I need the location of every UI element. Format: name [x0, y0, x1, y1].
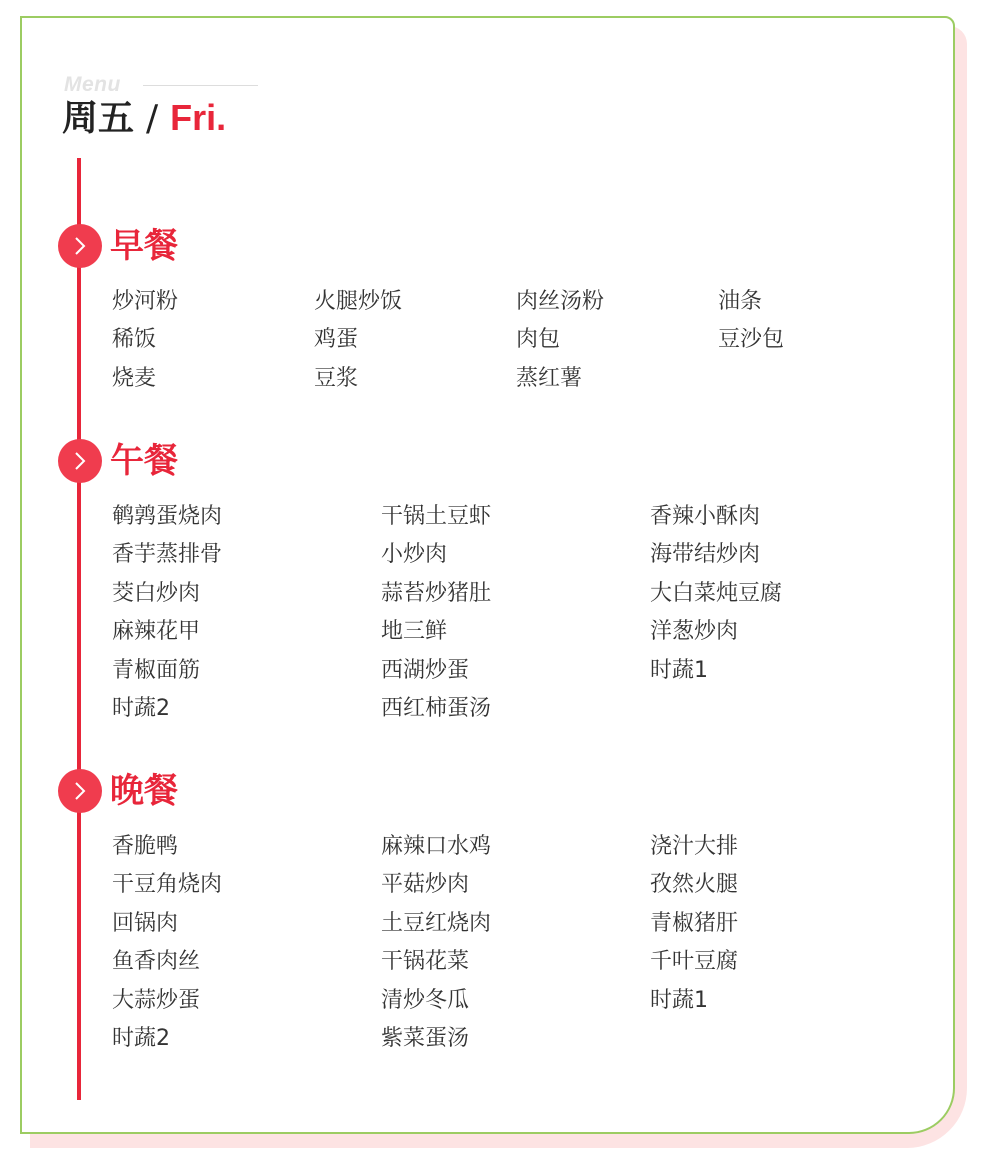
menu-item: 茭白炒肉: [112, 580, 201, 606]
menu-item: 青椒猪肝: [650, 910, 739, 936]
menu-item: 香脆鸭: [112, 834, 179, 859]
section-title-dinner: 晚餐: [110, 771, 178, 811]
menu-item: [650, 690, 919, 728]
title-separator: /: [146, 98, 159, 139]
chevron-right-icon: [58, 769, 102, 813]
menu-item: [718, 360, 920, 398]
lunch-menu-grid: [112, 498, 919, 728]
menu-item: 鱼香肉丝: [112, 949, 201, 975]
menu-item: 稀饭: [112, 327, 157, 353]
menu-item: 清炒冬瓜: [381, 987, 470, 1013]
menu-item: 干豆角烧肉: [112, 872, 223, 898]
menu-item: 油条: [718, 289, 763, 314]
menu-item: 青椒面筋: [112, 657, 201, 683]
menu-item: 地三鲜: [381, 619, 448, 645]
menu-item: 香芋蒸排骨: [112, 542, 223, 568]
menu-item: 大蒜炒蛋: [112, 987, 201, 1013]
timeline-line: [77, 158, 81, 1100]
menu-item: 鸡蛋: [314, 327, 359, 353]
menu-item: 西湖炒蛋: [381, 657, 470, 683]
menu-rule: [143, 85, 258, 86]
section-title-breakfast: 早餐: [110, 226, 178, 266]
menu-item: 时蔬1: [650, 987, 708, 1013]
menu-item: 土豆红烧肉: [381, 910, 492, 936]
menu-item: 香辣小酥肉: [650, 504, 761, 529]
menu-item: 干锅花菜: [381, 949, 470, 975]
page-title: [62, 96, 226, 141]
chevron-right-icon: [58, 224, 102, 268]
menu-item: 干锅土豆虾: [381, 504, 492, 529]
menu-item: 洋葱炒肉: [650, 619, 739, 645]
menu-item: 西红柿蛋汤: [381, 696, 492, 722]
menu-item: 炒河粉: [112, 289, 179, 314]
menu-item: 鹌鹑蛋烧肉: [112, 504, 223, 529]
section-lunch-header: [58, 439, 178, 483]
menu-item: 蒜苔炒猪肚: [381, 580, 492, 606]
menu-item: 蒸红薯: [516, 365, 583, 391]
section-title-lunch: 午餐: [110, 441, 178, 481]
menu-item: 烧麦: [112, 365, 157, 391]
day-en: Fri.: [170, 97, 227, 138]
menu-item: 肉包: [516, 327, 561, 353]
menu-item: 豆浆: [314, 365, 359, 391]
breakfast-menu-grid: [112, 283, 920, 398]
menu-item: 时蔬2: [112, 696, 170, 722]
menu-item: [650, 1020, 919, 1058]
menu-item: 火腿炒饭: [314, 289, 403, 314]
menu-item: 时蔬2: [112, 1026, 170, 1052]
menu-item: 豆沙包: [718, 327, 785, 353]
menu-item: 海带结炒肉: [650, 542, 761, 568]
section-dinner-header: [58, 769, 178, 813]
menu-item: 平菇炒肉: [381, 872, 470, 898]
menu-item: 时蔬1: [650, 657, 708, 683]
menu-item: 麻辣口水鸡: [381, 834, 492, 859]
day-zh: 周五: [62, 98, 135, 139]
menu-item: 紫菜蛋汤: [381, 1026, 470, 1052]
menu-item: 大白菜炖豆腐: [650, 580, 783, 606]
menu-item: 浇汁大排: [650, 834, 739, 859]
menu-item: 小炒肉: [381, 542, 448, 568]
dinner-menu-grid: [112, 828, 919, 1058]
section-breakfast-header: [58, 224, 178, 268]
menu-item: 千叶豆腐: [650, 949, 739, 975]
menu-item: 回锅肉: [112, 910, 179, 936]
menu-item: 麻辣花甲: [112, 619, 201, 645]
menu-item: 肉丝汤粉: [516, 289, 605, 314]
menu-label: Menu: [64, 73, 121, 96]
chevron-right-icon: [58, 439, 102, 483]
menu-item: 孜然火腿: [650, 872, 739, 898]
